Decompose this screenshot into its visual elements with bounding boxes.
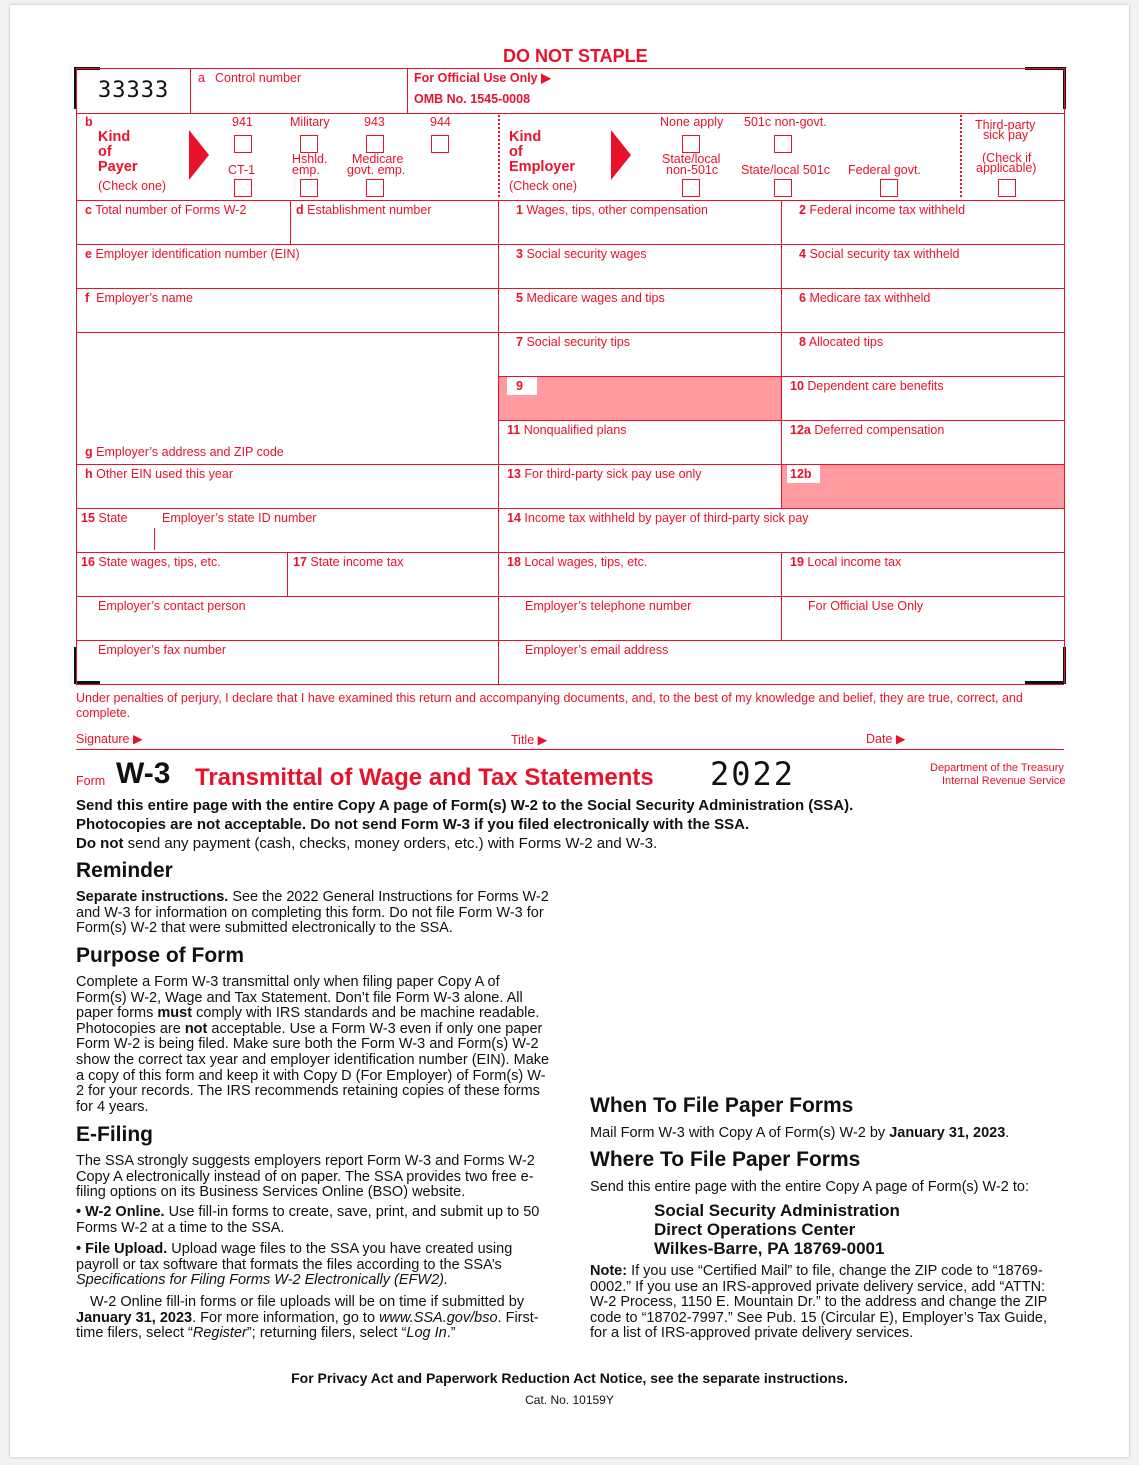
kind-of-payer-3: Payer bbox=[98, 159, 138, 175]
box-3-label: 3 Social security wages bbox=[516, 247, 647, 261]
employer-statelocal-label-1: State/local bbox=[662, 152, 721, 166]
payer-ct1-checkbox[interactable] bbox=[234, 179, 252, 197]
perjury-statement: Under penalties of perjury, I declare that I have examined this return and accompanying documents, and, to the best of my knowledge and belief, they are true, correct, and complete. bbox=[76, 691, 1023, 720]
payer-943-label: 943 bbox=[364, 115, 385, 129]
form-year: 2022 bbox=[710, 755, 796, 793]
form-code: 33333 bbox=[98, 78, 170, 103]
third-party-label-1: Third-party bbox=[975, 118, 1036, 132]
efiling-heading: E-Filing bbox=[76, 1123, 153, 1146]
title-label: Title ▶ bbox=[511, 733, 548, 747]
w3-form-page bbox=[10, 5, 1129, 1457]
box-e-label: e Employer identification number (EIN) bbox=[85, 247, 300, 261]
reminder-text: Separate instructions. See the 2022 General Instructions for Forms W-2 and W-3 for information on completing this form. Do not file Form W-3 for Form(s) W-2 that were submitted electronically to the SSA. bbox=[76, 889, 549, 937]
box-h-label: h Other EIN used this year bbox=[85, 467, 233, 481]
corner-bracket-tr bbox=[1025, 67, 1066, 109]
third-party-label-2: sick pay bbox=[983, 128, 1029, 142]
employer-501c-nongovt-label: 501c non-govt. bbox=[744, 115, 827, 129]
send-line-2: Photocopies are not acceptable. Do not send Form W-3 if you filed electronically with the SSA. bbox=[76, 816, 750, 833]
box-4-label: 4 Social security tax withheld bbox=[799, 247, 960, 261]
payer-hshld-label-1: Hshld. bbox=[292, 152, 328, 166]
box-16-label: 16 State wages, tips, etc. bbox=[81, 555, 221, 569]
payer-hshld-label-2: emp. bbox=[292, 163, 320, 177]
when-to-file-heading: When To File Paper Forms bbox=[590, 1094, 854, 1117]
purpose-text: Complete a Form W-3 transmittal only when filing paper Copy A of Form(s) W-2, Wage and Tax Statement. Don’t file Form W-3 alone. All paper forms must comply with IRS standards and be machine readable. Photocopies are not acceptable. Use a Form W-3 even if only one paper Form W-2 is being filed. Make sure both the Form W-3 and Form(s) W-2 show the correct tax year and employer identification number (EIN). Make a copy of this form and keep it with Copy D (For Employer) of Form(s) W-2 for your records. The IRS recommends retaining copies of these forms for 4 years. bbox=[76, 974, 550, 1115]
box-10-label: 10 Dependent care benefits bbox=[790, 379, 944, 393]
box-18-label: 18 Local wages, tips, etc. bbox=[507, 555, 648, 569]
kind-of-payer-1: Kind bbox=[98, 129, 131, 145]
where-to-file-heading: Where To File Paper Forms bbox=[590, 1148, 861, 1171]
box-f-label: f Employer’s name bbox=[85, 291, 193, 305]
payer-medicare-checkbox[interactable] bbox=[366, 179, 384, 197]
omb-number: OMB No. 1545-0008 bbox=[414, 92, 531, 106]
box-1-label: 1 Wages, tips, other compensation bbox=[516, 203, 709, 217]
employer-statelocal-checkbox[interactable] bbox=[682, 179, 700, 197]
address-line-3: Wilkes-Barre, PA 18769-0001 bbox=[654, 1239, 885, 1258]
third-party-checkbox[interactable] bbox=[998, 179, 1016, 197]
where-to-file-note: Note: If you use “Certified Mail” to file, change the ZIP code to “18769-0002.” If you use an IRS-approved private delivery service, add “ATTN: W-2 Process, 1150 E. Mountain Dr.” to the address and change the ZIP code to “18702-7997.” See Pub. 15 (Circular E), Employer’s Tax Guide, for a list of IRS-approved private delivery services. bbox=[590, 1263, 1048, 1342]
box-2-label: 2 Federal income tax withheld bbox=[799, 203, 966, 217]
bso-link[interactable]: www.SSA.gov/bso bbox=[379, 1309, 498, 1326]
email-label: Employer’s email address bbox=[525, 643, 669, 657]
kind-of-employer-1: Kind bbox=[509, 129, 542, 145]
form-name: W-3 bbox=[116, 757, 171, 790]
third-party-label-4: applicable) bbox=[976, 161, 1037, 175]
kind-of-employer-3: Employer bbox=[509, 159, 576, 175]
state-id-label: Employer’s state ID number bbox=[162, 511, 317, 525]
payer-943-checkbox[interactable] bbox=[366, 135, 384, 153]
signature-label: Signature ▶ bbox=[76, 732, 143, 746]
efiling-bullet-w2-online: • W-2 Online. Use fill-in forms to create, save, print, and submit up to 50 Forms W-2 at a time to the SSA. bbox=[76, 1204, 540, 1236]
fax-label: Employer’s fax number bbox=[98, 643, 227, 657]
payer-hshld-checkbox[interactable] bbox=[300, 179, 318, 197]
reminder-heading: Reminder bbox=[76, 859, 173, 882]
box-c-label: c Total number of Forms W-2 bbox=[85, 203, 247, 217]
box-17-label: 17 State income tax bbox=[293, 555, 404, 569]
treasury-dept: Department of the Treasury bbox=[930, 762, 1064, 774]
employer-none-apply-checkbox[interactable] bbox=[682, 135, 700, 153]
box-b-letter: b bbox=[85, 115, 93, 129]
payer-941-checkbox[interactable] bbox=[234, 135, 252, 153]
payer-941-label: 941 bbox=[232, 115, 253, 129]
employer-statelocal-501c-checkbox[interactable] bbox=[774, 179, 792, 197]
payer-ct1-label: CT-1 bbox=[228, 163, 256, 177]
form-title: Transmittal of Wage and Tax Statements bbox=[195, 764, 654, 791]
irs-label: Internal Revenue Service bbox=[942, 775, 1066, 787]
employer-statelocal-label-2: non-501c bbox=[666, 163, 719, 177]
box-g-label: g Employer’s address and ZIP code bbox=[85, 445, 284, 459]
catalog-number: Cat. No. 10159Y bbox=[525, 1393, 614, 1407]
date-label: Date ▶ bbox=[866, 732, 906, 746]
box-8-label: 8 Allocated tips bbox=[799, 335, 884, 349]
box-5-label: 5 Medicare wages and tips bbox=[516, 291, 665, 305]
purpose-heading: Purpose of Form bbox=[76, 944, 245, 967]
control-number-field[interactable] bbox=[192, 87, 405, 111]
employer-501c-nongovt-checkbox[interactable] bbox=[774, 135, 792, 153]
corner-bracket-br bbox=[1025, 647, 1066, 684]
box-12b-shade bbox=[782, 465, 1064, 508]
payer-military-label: Military bbox=[290, 115, 330, 129]
control-number-label: Control number bbox=[215, 71, 302, 85]
payer-944-label: 944 bbox=[430, 115, 451, 129]
contact-person-label: Employer’s contact person bbox=[98, 599, 246, 613]
privacy-notice: For Privacy Act and Paperwork Reduction Act Notice, see the separate instructions. bbox=[291, 1370, 848, 1386]
box-19-label: 19 Local income tax bbox=[790, 555, 902, 569]
box-14-label: 14 Income tax withheld by payer of third-party sick pay bbox=[507, 511, 809, 525]
box-12a-label: 12a Deferred compensation bbox=[790, 423, 945, 437]
send-line-1: Send this entire page with the entire Copy A page of Form(s) W-2 to the Social Security Administration (SSA). bbox=[76, 797, 854, 814]
official-use-only-label: For Official Use Only bbox=[808, 599, 924, 613]
box-11-label: 11 Nonqualified plans bbox=[507, 423, 627, 437]
employer-arrow-icon bbox=[611, 130, 631, 180]
payer-medicare-label-2: govt. emp. bbox=[347, 163, 406, 177]
payer-check-one: (Check one) bbox=[98, 179, 167, 193]
send-line-3: Do not send any payment (cash, checks, money orders, etc.) with Forms W-2 and W-3. bbox=[76, 835, 658, 852]
kind-of-payer-2: of bbox=[98, 144, 112, 160]
payer-arrow-icon bbox=[189, 130, 209, 180]
payer-medicare-label-1: Medicare bbox=[352, 152, 404, 166]
form-word: Form bbox=[76, 774, 106, 788]
employer-statelocal-501c-label: State/local 501c bbox=[741, 163, 830, 177]
kind-of-employer-2: of bbox=[509, 144, 523, 160]
payer-military-checkbox[interactable] bbox=[300, 135, 318, 153]
box-d-label: d Establishment number bbox=[296, 203, 432, 217]
box-12b-label: 12b bbox=[790, 467, 812, 481]
box-9-shade bbox=[499, 377, 781, 420]
when-to-file-text: Mail Form W-3 with Copy A of Form(s) W-2 by January 31, 2023. bbox=[590, 1125, 1010, 1141]
box-15-label: 15 State bbox=[81, 511, 128, 525]
do-not-staple: DO NOT STAPLE bbox=[503, 46, 648, 66]
box-6-label: 6 Medicare tax withheld bbox=[799, 291, 931, 305]
efiling-bullet-file-upload: • File Upload. Upload wage files to the SSA you have created using payroll or tax software that formats the files according to the SSA’s Specifications for Filing Forms W-2 Electronically (EFW2). bbox=[76, 1241, 513, 1289]
employer-none-apply-label: None apply bbox=[660, 115, 724, 129]
signature-field[interactable] bbox=[150, 730, 500, 748]
box-13-label: 13 For third-party sick pay use only bbox=[507, 467, 702, 481]
official-use-label: For Official Use Only ▶ bbox=[414, 71, 551, 85]
box-9-label: 9 bbox=[516, 379, 523, 393]
efiling-deadline-text: W-2 Online fill-in forms or file uploads will be on time if submitted by January 31, 2023. For more information, go to www.SSA.gov/bso. First-time filers, select “Register”; returning filers, select “Log In.” bbox=[76, 1294, 539, 1342]
corner-bracket-bl bbox=[74, 647, 100, 684]
signature-rule bbox=[76, 749, 1064, 750]
employer-check-one: (Check one) bbox=[509, 179, 578, 193]
telephone-label: Employer’s telephone number bbox=[525, 599, 692, 613]
corner-bracket-tl bbox=[74, 67, 100, 109]
employer-federal-govt-label: Federal govt. bbox=[848, 163, 921, 177]
efiling-intro: The SSA strongly suggests employers report Form W-3 and Forms W-2 Copy A electronically instead of on paper. The SSA provides two free e-filing options on its Business Services Online (BSO) website. bbox=[76, 1153, 535, 1201]
where-to-file-text: Send this entire page with the entire Copy A page of Form(s) W-2 to: bbox=[590, 1179, 1029, 1195]
third-party-label-3: (Check if bbox=[982, 151, 1032, 165]
address-line-2: Direct Operations Center bbox=[654, 1220, 856, 1239]
box-7-label: 7 Social security tips bbox=[516, 335, 630, 349]
employer-federal-govt-checkbox[interactable] bbox=[880, 179, 898, 197]
payer-944-checkbox[interactable] bbox=[431, 135, 449, 153]
control-number-letter: a bbox=[198, 71, 205, 85]
address-line-1: Social Security Administration bbox=[654, 1201, 900, 1220]
